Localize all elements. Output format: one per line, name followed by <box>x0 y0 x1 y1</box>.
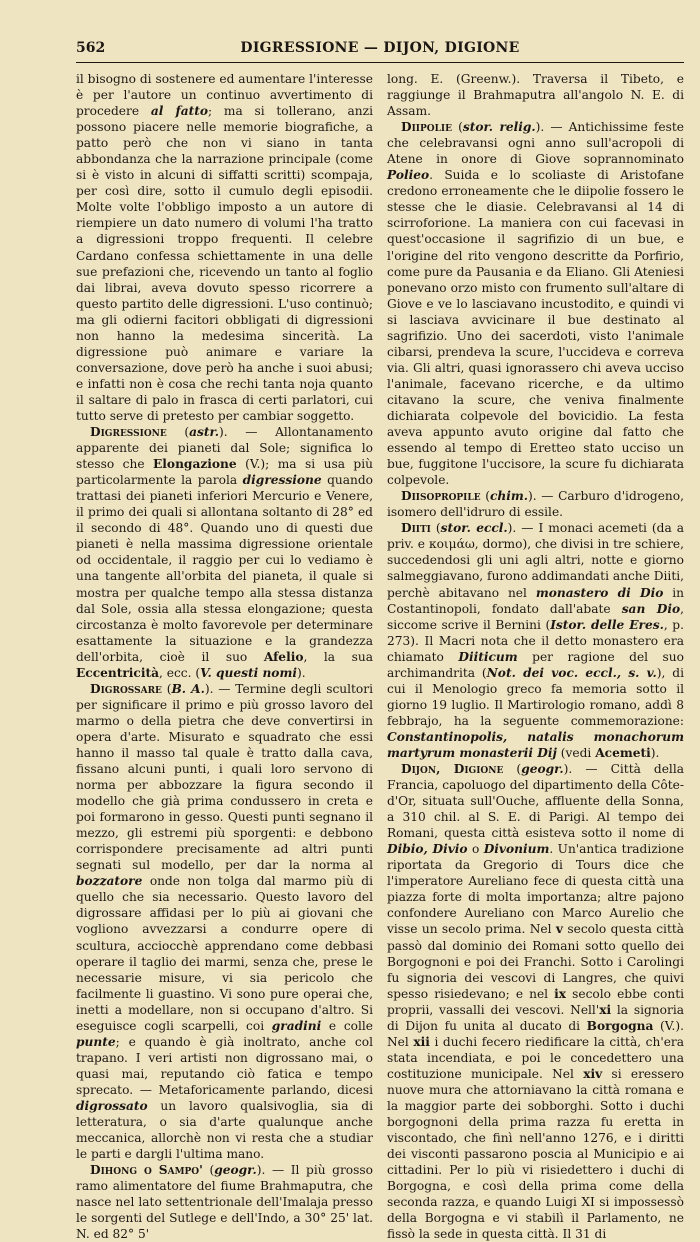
emphasis: al fatto <box>150 104 209 119</box>
emphasis: Constantinopolis, natalis monachorum martyrum monasterii Dij <box>387 729 684 760</box>
headword: Digressione <box>90 425 167 440</box>
emphasis: Diiticum <box>458 649 518 664</box>
century-numeral: ix <box>554 986 567 1001</box>
text-columns <box>76 71 684 1242</box>
headword: Dihong o Sampo' <box>90 1163 203 1178</box>
text-run: ( <box>161 681 172 696</box>
text-run: il bisogno di sostenere ed aumentare l'interesse è per l'autore un continuo avvertimento di procedere <box>76 72 373 119</box>
text-run: ( <box>430 521 441 536</box>
text-run: i duchi fecero riedificare la città, ch'era stata incendiata, e poi le concedettero una costituzione municipale. Nel <box>387 1034 684 1081</box>
text-run: un lavoro qualsivoglia, sia di letteratura, o sia d'arte qualunque anche meccanica, allorchè non vi resta che a studiar le parti e dargli l'ultima mano. <box>76 1099 373 1162</box>
text-run: ). — Termine degli scultori per significare il primo e più grosso lavoro del marmo o della pietra che deve convertirsi in opera d'arte. Misurato e squadrato che essi hanno il masso tal quale è tratto dalla cava, fissano alcuni punti, i quali loro servono di norma per abbozzare la figura secondo il modello che già prima condussero in creta e poi formarono in gesso. Questi punti segnano il mezzo, gli estremi più sporgenti: e debbono corrispondere precisamente ad altri punti segnati sul modello, per dar la norma al <box>76 681 373 873</box>
cross-ref: Elongazione <box>153 457 237 472</box>
text-run: ). <box>650 745 660 760</box>
text-run: la signoria di Dijon fu unita al ducato di <box>387 1002 684 1033</box>
right-column <box>387 71 684 1242</box>
emphasis: digrossato <box>76 1099 148 1113</box>
text-run: ( <box>503 762 522 777</box>
text-run: , la sua <box>303 649 373 664</box>
text-run: ). — Antichissime feste che celebravansi ogni anno sull'acropoli di Atene in onore di Giove soprannominato <box>387 120 684 167</box>
text-run: ( <box>480 489 490 504</box>
emphasis: gradini <box>271 1018 322 1033</box>
paragraph-dihong-cont: long. E. (Greenw.). Traversa il Tibeto, e raggiunge il Brahmaputra all'angolo N. E. di Assam. <box>387 72 684 119</box>
entry-dihong <box>76 1162 373 1242</box>
emphasis: Not. dei voc. eccl., s. v. <box>486 665 657 680</box>
text-run: (V.). Nel <box>387 1018 684 1049</box>
century-numeral: v <box>555 922 563 937</box>
entry-diisopropile <box>387 488 684 520</box>
cross-ref: Acemeti <box>595 745 651 760</box>
century-numeral: xii <box>413 1034 430 1049</box>
century-numeral: xi <box>599 1002 612 1017</box>
text-run: onde non tolga dal marmo più di quello che sia necessario. Questo lavoro del digrossare affidasi per lo più ai giovani che vogliono avvezzarsi a condurre opere di scultura, acciocchè apprendano come debbasi operare il taglio dei marmi, senza che, prese le necessarie misure, vi sia pericolo che facilmente li guastino. Vi sono pure operai che, inetti a modellare, non si occupano d'altro. Si eseguisce cogli scarpelli, coi <box>76 874 373 1033</box>
emphasis: Polieo <box>387 168 430 183</box>
emphasis: san Dio <box>621 601 681 616</box>
left-column <box>76 71 373 1242</box>
text-run: ( <box>166 425 190 440</box>
text-run: per ragione del suo archimandrita ( <box>387 649 684 680</box>
text-run: ( <box>452 120 463 135</box>
text-run: , siccome scrive il Bernini ( <box>387 601 684 632</box>
cross-ref: Eccentricità <box>76 665 160 680</box>
text-run: o <box>467 842 484 857</box>
text-run: ), di cui il Menologio greco fa memoria sotto il giorno 19 luglio. Il Martirologio romano, addì 8 febbrajo, ha la seguente commemorazione: <box>387 665 684 728</box>
page-header <box>76 40 684 63</box>
text-run: (vedi <box>556 745 596 760</box>
paragraph-digressione-cont <box>76 71 373 424</box>
domain-label: chim. <box>489 489 529 504</box>
text-run: ). — Carburo d'idrogeno, isomero dell'idruro di essile. <box>387 489 684 520</box>
text-run: e colle <box>321 1018 373 1033</box>
century-numeral: xiv <box>583 1066 603 1081</box>
text-run: ). — I monaci acemeti (da a priv. e κοιμάω, dormo), che divisi in tre schiere, succedendosi gli uni agli altri, notte e giorno salmeggiavano, furono addimandati anche Diiti, perchè abitavano nel <box>387 521 684 600</box>
domain-label: stor. relig. <box>462 120 536 135</box>
domain-label: B. A. <box>171 681 205 696</box>
text-run: , p. 273). Il Macri nota che il detto monastero era chiamato <box>387 617 684 664</box>
headword: Dijon, Digione <box>401 762 504 777</box>
emphasis: Istor. delle Eres. <box>550 617 664 632</box>
text-run: in Costantinopoli, fondato dall'abate <box>387 585 685 616</box>
text-run: ). <box>296 665 306 680</box>
entry-diipolie <box>387 119 684 488</box>
text-run: , ecc. ( <box>159 665 201 680</box>
text-run: ). — Il più grosso ramo alimentatore del fiume Brahmaputra, che nasce nel lato settentrionale dell'Imalaja presso le sorgenti del Sutlege e dell'Indo, a 30° 25' lat. N. ed 82° 5' <box>76 1163 373 1242</box>
emphasis: Dibio, Divio <box>387 842 468 857</box>
emphasis: digressione <box>242 473 322 488</box>
text-run: si eressero nuove mura che attorniavano la città romana e la maggior parte dei sobborghi. Sotto i duchi borgognoni della prima razza fu eretta in viscontado, che finì nell'anno 1276, e i diritti dei visconti passarono poscia al Municipio e ai cittadini. Per lo più vi risiedettero i duchi di Borgogna, e così della prima come della seconda razza, e quando Luigi XI si impossessò della Borgogna e vi stabilì il Parlamento, ne fissò la sede in questa città. Il 31 di <box>387 1066 684 1242</box>
running-title: DIGRESSIONE — DIJON, DIGIONE <box>240 40 520 56</box>
domain-label: stor. eccl. <box>440 521 508 536</box>
text-run: (V.); ma si usa più particolarmente la parola <box>76 457 373 488</box>
text-run: secolo questa città passò dal dominio dei Romani sotto quello dei Borgognoni e poi dei Franchi. Sotto i Carolingi fu signoria dei vescovi di Langres, che quivi spesso risiedevano; e nel <box>387 922 685 1001</box>
text-run: ; ma si tollerano, anzi possono piacere nelle memorie biografiche, a patto però che non vi siano in tanta abbondanza che la narrazione principale (come si è visto in alcuni di siffatti scritti) scompaja, per così dire, sotto il cumulo degli episodii. Molte volte l'obbligo imposto a un autore di riempiere un dato numero di volumi l'ha tratto a digressioni troppo frequenti. Il celebre Cardano confessa schiettamente in una delle sue prefazioni che, ricevendo un tanto al foglio dai librai, aveva dovuto spesso ricorrere a questo partito delle digressioni. L'uso continuò; ma gli odierni facitori obbligati di digressioni non hanno la medesima sincerità. La digressione può animare e variare la conversazione, dove però ha anche i suoi abusi; e infatti non è cosa che rechi tanta noja quanto il saltare di palo in frasca di certi parlatori, cui tutto serve di pretesto per cambiar soggetto. <box>76 104 373 423</box>
text-run: secolo ebbe conti proprii, vassalli dei vescovi. Nell' <box>387 986 684 1017</box>
domain-label: geogr. <box>521 762 564 777</box>
headword: Digrossare <box>90 681 162 696</box>
text-run: ; e quando è già inoltrato, anche col trapano. I veri artisti non digrossano mai, o quasi mai, reputando ciò fatica e tempo sprecato. — Metaforicamente parlando, dicesi <box>76 1034 373 1097</box>
emphasis: punte <box>76 1034 116 1049</box>
entry-diiti <box>387 520 684 761</box>
headword: Diiti <box>401 521 431 536</box>
page-number: 562 <box>76 40 106 56</box>
text-run: ). — Allontanamento apparente dei pianeti dal Sole; significa lo stesso che <box>76 425 373 472</box>
text-run: . Suida e lo scoliaste di Aristofane credono erroneamente che le diipolie fossero le stesse che le diasie. Celebravansi al 14 di scirroforione. La maniera con cui facevasi in quest'occasione il sagrifizio di un bue, e l'origine del rito vengono descritte da Porfirio, come pure da Pausania e da Eliano. Gli Ateniesi ponevano orzo misto con frumento sull'altare di Giove e ve lo lasciavano incustodito, e quindi vi si lasciava avvicinare il bue destinato al sagrifizio. Uno dei sacerdoti, visto l'animale cibarsi, prendeva la scure, l'uccideva e correva via. Gli altri, quasi ignorassero chi aveva ucciso l'animale, facevano ricerche, e da ultimo citavano la scure, che veniva finalmente dichiarata colpevole del bovicidio. La festa aveva appunto avuto origine dal fatto che essendo al tempo di Eretteo stato ucciso un bue, fuggitone l'uccisore, la scure fu dichiarata colpevole. <box>387 168 684 488</box>
text-run: quando trattasi dei pianeti inferiori Mercurio e Venere, il primo dei quali si allontana soltanto di 28° ed il secondo di 48°. Quando uno di questi due pianeti è nella massima digressione orientale od occidentale, il raggio per cui lo vediamo è una tangente all'orbita del pianeta, il quale si mostra per qualche tempo alla stessa distanza dal Sole, ossia alla stessa elongazione; questa circostanza è molto favorevole per determinare esattamente la situazione e la grandezza dell'orbita, cioè il suo <box>76 473 373 664</box>
domain-label: geogr. <box>214 1163 257 1178</box>
entry-dijon <box>387 761 684 1242</box>
entry-digressione-astr <box>76 424 373 681</box>
text-run: ( <box>202 1163 215 1178</box>
cross-ref: Afelio <box>263 649 304 664</box>
emphasis: bozzatore <box>76 874 143 889</box>
domain-label: astr. <box>189 425 220 440</box>
headword: Diisopropile <box>401 489 481 504</box>
text-run: ). — Città della Francia, capoluogo del dipartimento della Côte-d'Or, situata sull'Ouche, affluente della Sonna, a 310 chil. al S. E. di Parigi. Al tempo dei Romani, questa città esisteva sotto il nome di <box>387 762 684 841</box>
emphasis: V. questi nomi <box>200 665 297 680</box>
emphasis: monastero di Dio <box>535 585 664 600</box>
cross-ref: Borgogna <box>586 1018 654 1033</box>
text-run: . Un'antica tradizione riportata da Gregorio di Tours dice che l'imperatore Aureliano fece di questa città una piazza forte di molta importanza; altre pajono confondere Aureliano con Marco Aurelio che visse un secolo prima. Nel <box>387 842 684 937</box>
headword: Diipolie <box>401 120 452 135</box>
emphasis: Divonium <box>483 842 550 857</box>
entry-digrossare <box>76 681 373 1162</box>
